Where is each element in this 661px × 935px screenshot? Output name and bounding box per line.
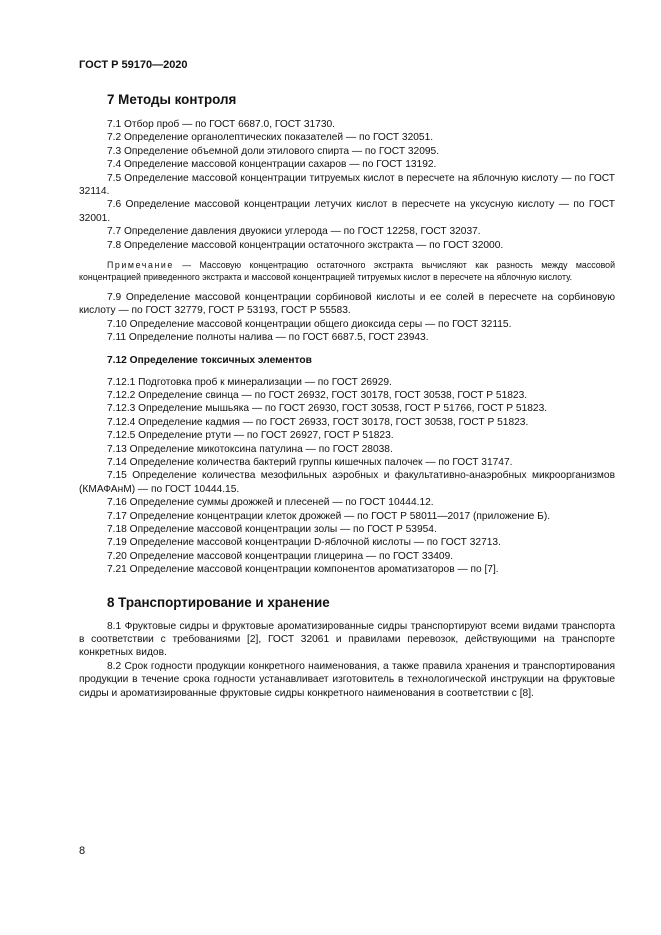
clause-7-3: 7.3 Определение объемной доли этилового спирта — по ГОСТ 32095. [107,145,440,157]
clause-7-18: 7.18 Определение массовой концентрации золы — по ГОСТ Р 53954. [107,523,437,535]
note [79,259,615,284]
clause-7-5: 7.5 Определение массовой концентрации титруемых кислот в пересчете на яблочную кислоту — по ГОСТ 32114. [79,172,615,198]
clause-7-15: 7.15 Определение количества мезофильных аэробных и факультативно-анаэробных микроорганизмов (КМАФАнМ) — по ГОСТ 10444.15. [79,470,615,495]
clause-7-17: 7.17 Определение концентрации клеток дрожжей — по ГОСТ Р 58011—2017 (приложение Б). [107,510,551,522]
clause-7-7: 7.7 Определение давления двуокиси углерода — по ГОСТ 12258, ГОСТ 32037. [107,226,481,238]
clause-7-19: 7.19 Определение массовой концентрации D-яблочной кислоты — по ГОСТ 32713. [107,537,501,549]
clause-7-12-4: 7.12.4 Определение кадмия — по ГОСТ 26933, ГОСТ 30178, ГОСТ 30538, ГОСТ Р 51823. [107,416,529,428]
clause-7-12-1: 7.12.1 Подготовка проб к минерализации — по ГОСТ 26929. [107,376,392,388]
clause-7-1: 7.1 Отбор проб — по ГОСТ 6687.0, ГОСТ 31730. [107,119,335,130]
clause-7-14: 7.14 Определение количества бактерий группы кишечных палочек — по ГОСТ 31747. [107,456,513,468]
standard-header: ГОСТ Р 59170—2020 [79,59,188,71]
clause-7-8: 7.8 Определение массовой концентрации остаточного экстракта — по ГОСТ 32000. [107,239,504,251]
clause-7-10: 7.10 Определение массовой концентрации общего диоксида серы — по ГОСТ 32115. [107,318,512,330]
clause-7-21: 7.21 Определение массовой концентрации компонентов ароматизаторов — по [7]. [107,564,499,576]
clause-7-2: 7.2 Определение органолептических показателей — по ГОСТ 32051. [107,132,434,144]
section-7-list-3 [79,376,615,577]
clause-7-12-2: 7.12.2 Определение свинца — по ГОСТ 26932, ГОСТ 30178, ГОСТ 30538, ГОСТ Р 51823. [107,389,528,401]
clause-7-4: 7.4 Определение массовой концентрации сахаров — по ГОСТ 13192. [107,159,437,171]
note-text: — Массовую концентрацию остаточного экстракта вычисляют как разность между массовой концентрацией приведенного экстракта и массовой концентрацией титруемых кислот в пересчете на яблочную кислоту. [79,260,615,283]
clause-7-12-5: 7.12.5 Определение ртути — по ГОСТ 26927, ГОСТ Р 51823. [107,430,394,442]
section-8-title: 8 Транспортирование и хранение [107,594,330,610]
clause-7-12-3: 7.12.3 Определение мышьяка — по ГОСТ 26930, ГОСТ 30538, ГОСТ Р 51766, ГОСТ Р 51823. [107,403,548,415]
clause-8-1: 8.1 Фруктовые сидры и фруктовые ароматизированные сидры транспортируют всеми видами транспорта в соответствии с требованиями [2], ГОСТ 32061 и правилами перевозок, действующими на транспорте конкретных видов. [79,620,615,659]
note-label: Примечание [107,260,174,271]
clause-7-6: 7.6 Определение массовой концентрации летучих кислот в пересчете на уксусную кислоту — по ГОСТ 32001. [79,199,615,224]
page-content [79,92,615,700]
clause-7-20: 7.20 Определение массовой концентрации глицерина — по ГОСТ 33409. [107,550,454,562]
clause-7-12-title: 7.12 Определение токсичных элементов [107,354,312,366]
section-7-list-2 [79,291,615,345]
clause-7-11: 7.11 Определение полноты налива — по ГОСТ 6687.5, ГОСТ 23943. [107,332,429,344]
clause-7-13: 7.13 Определение микотоксина патулина — по ГОСТ 28038. [107,443,393,455]
clause-8-2: 8.2 Срок годности продукции конкретного наименования, а также правила хранения и транспортирования продукции в течение срока годности устанавливает изготовитель в технологической инструкции на фруктовые сидры и ароматизированные фруктовые сидры конкретного наименования в соответствии с [8]. [79,660,615,699]
section-7-title: 7 Методы контроля [107,92,237,107]
page-number: 8 [79,845,86,857]
section-7-list [79,118,615,252]
clause-7-9: 7.9 Определение массовой концентрации сорбиновой кислоты и ее солей в пересчете на сорбиновую кислоту — по ГОСТ 32779, ГОСТ Р 53193, ГОСТ Р 55583. [79,291,615,317]
clause-7-16: 7.16 Определение суммы дрожжей и плесеней — по ГОСТ 10444.12. [107,497,434,509]
